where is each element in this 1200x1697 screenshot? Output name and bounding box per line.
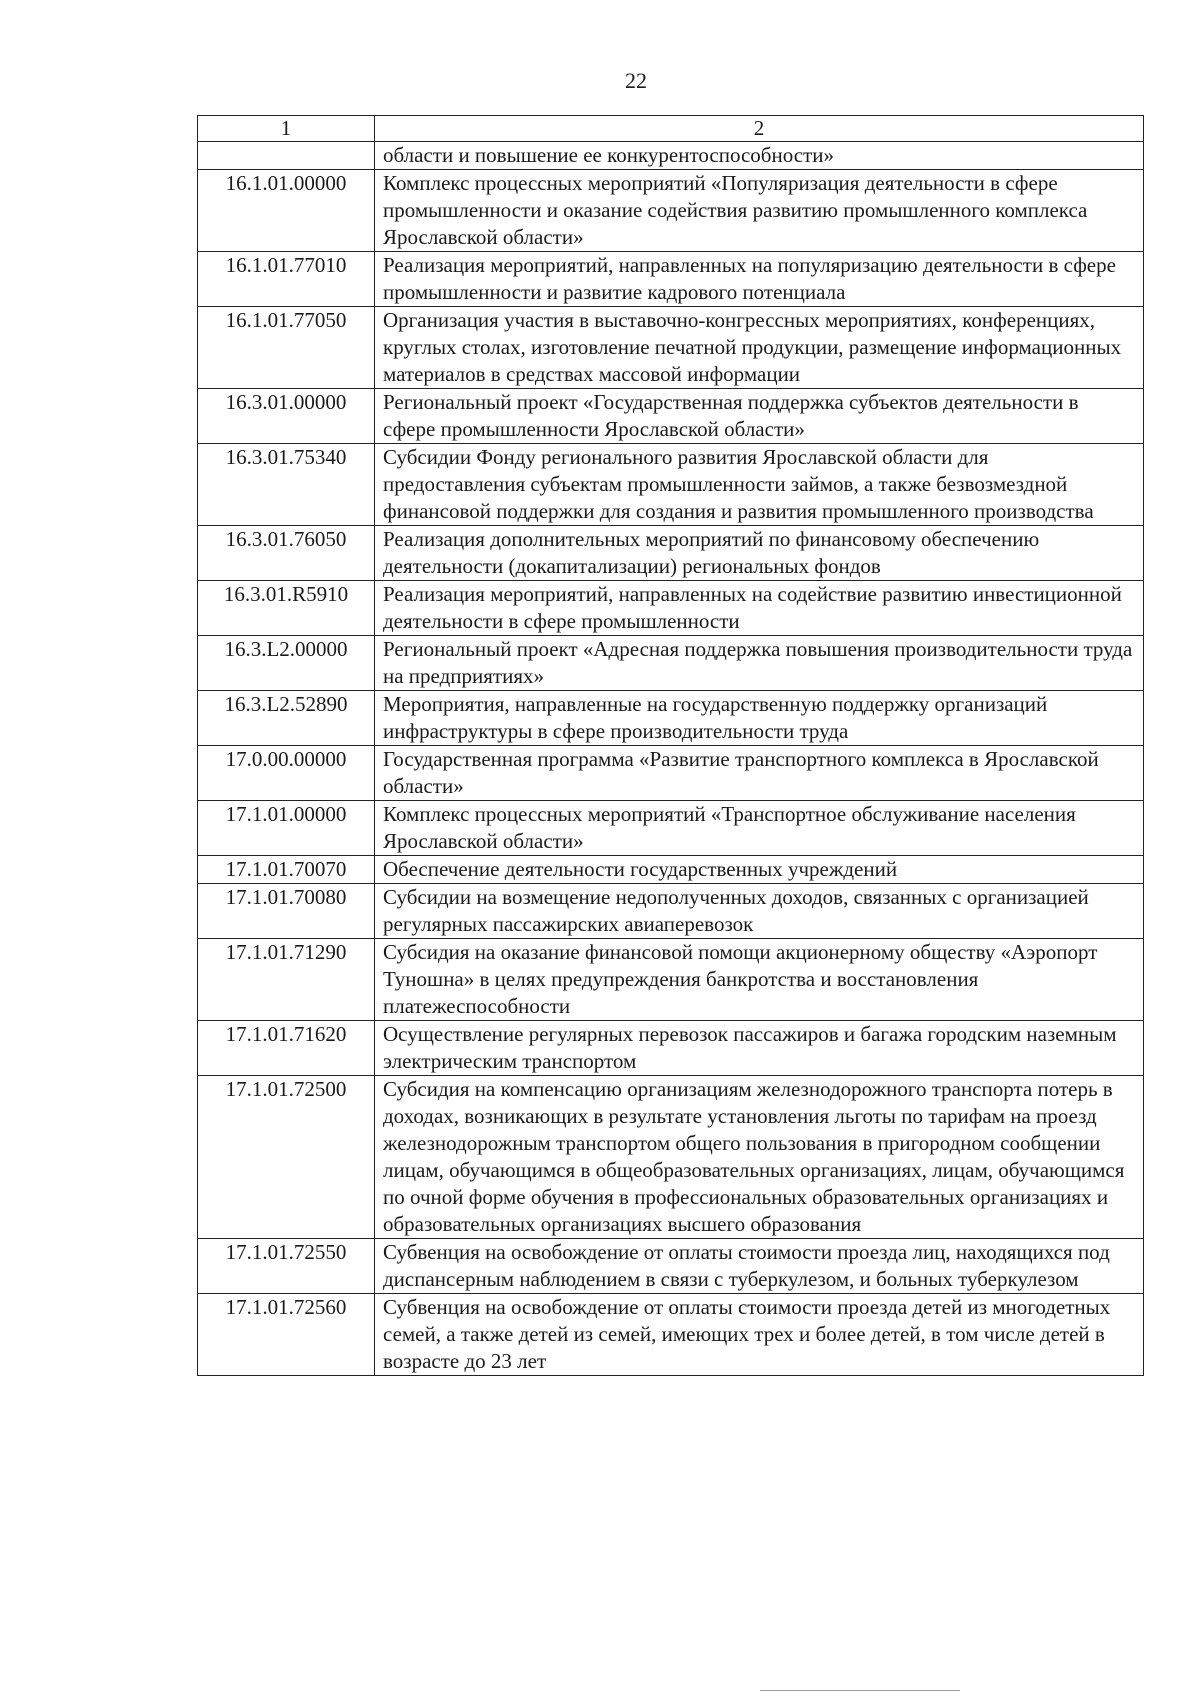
table-row <box>198 1076 1144 1239</box>
table-row <box>198 170 1144 252</box>
row-code: 17.1.01.71620 <box>198 1021 375 1076</box>
row-description: Субсидия на компенсацию организациям железнодорожного транспорта потерь в доходах, возникающих в результате установления льготы по тарифам на проезд железнодорожным транспортом общего пользования в пригородном сообщении лицам, обучающимся в общеобразовательных организациях, лицам, обучающимся по очной форме обучения в профессиональных образовательных организациях и образовательных организациях высшего образования <box>375 1076 1144 1239</box>
table-row <box>198 307 1144 389</box>
table-body <box>198 142 1144 1376</box>
row-description: Обеспечение деятельности государственных учреждений <box>375 856 1144 884</box>
row-code: 16.1.01.77050 <box>198 307 375 389</box>
row-description: Реализация дополнительных мероприятий по финансовому обеспечению деятельности (докапитализации) региональных фондов <box>375 526 1144 581</box>
row-description: Мероприятия, направленные на государственную поддержку организаций инфраструктуры в сфере производительности труда <box>375 691 1144 746</box>
table-row <box>198 581 1144 636</box>
scan-edge-line <box>760 1690 960 1691</box>
row-description: Реализация мероприятий, направленных на популяризацию деятельности в сфере промышленности и развитие кадрового потенциала <box>375 252 1144 307</box>
classification-table <box>197 115 1144 1376</box>
row-description: Комплекс процессных мероприятий «Транспортное обслуживание населения Ярославской области» <box>375 801 1144 856</box>
table-row <box>198 444 1144 526</box>
row-description: Осуществление регулярных перевозок пассажиров и багажа городским наземным электрическим транспортом <box>375 1021 1144 1076</box>
row-description: Субсидии на возмещение недополученных доходов, связанных с организацией регулярных пассажирских авиаперевозок <box>375 884 1144 939</box>
table-row <box>198 939 1144 1021</box>
header-column-2: 2 <box>375 116 1144 142</box>
row-code: 17.1.01.72550 <box>198 1239 375 1294</box>
table-row <box>198 691 1144 746</box>
row-code: 16.1.01.00000 <box>198 170 375 252</box>
row-code: 16.3.L2.52890 <box>198 691 375 746</box>
row-code: 16.3.01.00000 <box>198 389 375 444</box>
row-description: Субвенция на освобождение от оплаты стоимости проезда детей из многодетных семей, а также детей из семей, имеющих трех и более детей, в том числе детей в возрасте до 23 лет <box>375 1294 1144 1376</box>
row-code: 17.1.01.70070 <box>198 856 375 884</box>
table-row <box>198 856 1144 884</box>
row-code: 17.1.01.70080 <box>198 884 375 939</box>
table-row <box>198 1239 1144 1294</box>
row-code: 17.1.01.71290 <box>198 939 375 1021</box>
row-description: Государственная программа «Развитие транспортного комплекса в Ярославской области» <box>375 746 1144 801</box>
row-code: 17.1.01.72500 <box>198 1076 375 1239</box>
row-description: Субсидии Фонду регионального развития Ярославской области для предоставления субъектам промышленности займов, а также безвозмездной финансовой поддержки для создания и развития промышленного производства <box>375 444 1144 526</box>
table-row <box>198 252 1144 307</box>
row-description: Региональный проект «Адресная поддержка повышения производительности труда на предприятиях» <box>375 636 1144 691</box>
row-description: Субсидия на оказание финансовой помощи акционерному обществу «Аэропорт Туношна» в целях предупреждения банкротства и восстановления платежеспособности <box>375 939 1144 1021</box>
row-code: 16.3.L2.00000 <box>198 636 375 691</box>
table-row <box>198 526 1144 581</box>
row-description: Реализация мероприятий, направленных на содействие развитию инвестиционной деятельности в сфере промышленности <box>375 581 1144 636</box>
row-code: 16.3.01.R5910 <box>198 581 375 636</box>
table-row <box>198 389 1144 444</box>
table-row <box>198 884 1144 939</box>
table-row <box>198 1294 1144 1376</box>
row-code: 17.1.01.72560 <box>198 1294 375 1376</box>
row-description: Комплекс процессных мероприятий «Популяризация деятельности в сфере промышленности и оказание содействия развитию промышленного комплекса Ярославской области» <box>375 170 1144 252</box>
row-code: 16.3.01.76050 <box>198 526 375 581</box>
row-description: Региональный проект «Государственная поддержка субъектов деятельности в сфере промышленности Ярославской области» <box>375 389 1144 444</box>
row-code: 16.1.01.77010 <box>198 252 375 307</box>
table-row <box>198 746 1144 801</box>
row-description: области и повышение ее конкурентоспособности» <box>375 142 1144 170</box>
table-row <box>198 636 1144 691</box>
table-row <box>198 1021 1144 1076</box>
table-row <box>198 142 1144 170</box>
row-code: 17.1.01.00000 <box>198 801 375 856</box>
table-row <box>198 801 1144 856</box>
row-description: Субвенция на освобождение от оплаты стоимости проезда лиц, находящихся под диспансерным наблюдением в связи с туберкулезом, и больных туберкулезом <box>375 1239 1144 1294</box>
row-code: 17.0.00.00000 <box>198 746 375 801</box>
row-code: 16.3.01.75340 <box>198 444 375 526</box>
page-number: 22 <box>625 68 647 93</box>
table-header-row <box>198 116 1144 142</box>
row-description: Организация участия в выставочно-конгрессных мероприятиях, конференциях, круглых столах, изготовление печатной продукции, размещение информационных материалов в средствах массовой информации <box>375 307 1144 389</box>
row-code <box>198 142 375 170</box>
header-column-1: 1 <box>198 116 375 142</box>
